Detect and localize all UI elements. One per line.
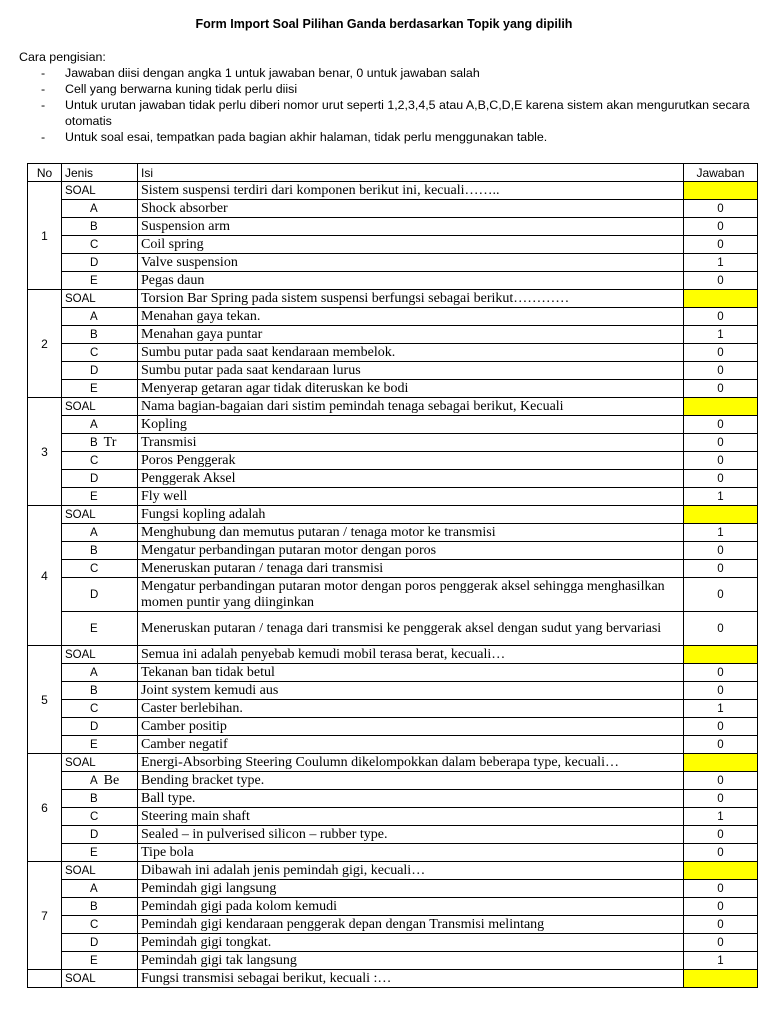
question-table-body — [28, 182, 758, 988]
option-label: A — [90, 882, 98, 895]
answer-value[interactable]: 1 — [684, 808, 758, 826]
soal-row — [28, 862, 758, 880]
option-label: C — [90, 346, 99, 359]
option-label: C — [90, 454, 99, 467]
answer-value[interactable]: 0 — [684, 612, 758, 646]
option-text[interactable]: Pemindah gigi langsung — [138, 880, 684, 898]
option-label: D — [90, 828, 99, 841]
answer-value[interactable]: 1 — [684, 952, 758, 970]
jenis-soal[interactable]: SOAL — [62, 182, 138, 200]
option-label-cell[interactable] — [62, 916, 138, 934]
option-label: A — [90, 774, 98, 787]
answer-value[interactable]: 0 — [684, 470, 758, 488]
option-label-cell[interactable] — [62, 524, 138, 542]
option-label: A — [90, 310, 98, 323]
jenis-soal[interactable]: SOAL — [62, 646, 138, 664]
option-label: C — [90, 238, 99, 251]
jenis-soal[interactable]: SOAL — [62, 754, 138, 772]
answer-value[interactable]: 0 — [684, 308, 758, 326]
option-label-cell[interactable] — [62, 488, 138, 506]
option-label-cell[interactable] — [62, 844, 138, 862]
option-label: C — [90, 562, 99, 575]
option-text[interactable]: Caster berlebihan. — [138, 700, 684, 718]
option-text[interactable]: Pegas daun — [138, 272, 684, 290]
option-row — [28, 772, 758, 790]
option-text[interactable]: Penggerak Aksel — [138, 470, 684, 488]
option-row — [28, 326, 758, 344]
instruction-item: - Cell yang berwarna kuning tidak perlu diisi — [41, 82, 298, 96]
jenis-soal[interactable]: SOAL — [62, 970, 138, 988]
option-row — [28, 452, 758, 470]
option-label-cell[interactable] — [62, 218, 138, 236]
option-label: D — [90, 472, 99, 485]
option-text[interactable]: Menahan gaya puntar — [138, 326, 684, 344]
option-label: B — [90, 900, 98, 913]
instructions-list — [19, 65, 754, 145]
option-row — [28, 344, 758, 362]
option-label: D — [90, 936, 99, 949]
option-label-cell[interactable] — [62, 308, 138, 326]
header-no: No — [28, 164, 62, 182]
option-text[interactable]: Sumbu putar pada saat kendaraan membelok. — [138, 344, 684, 362]
option-row — [28, 488, 758, 506]
option-text[interactable]: Valve suspension — [138, 254, 684, 272]
option-row — [28, 808, 758, 826]
answer-value[interactable]: 0 — [684, 560, 758, 578]
answer-value[interactable]: 1 — [684, 524, 758, 542]
option-text[interactable]: Mengatur perbandingan putaran motor dengan poros penggerak aksel sehingga menghasilkan momen puntir yang diinginkan — [138, 578, 684, 612]
option-text[interactable]: Camber negatif — [138, 736, 684, 754]
option-label: D — [90, 720, 99, 733]
option-label: B — [90, 328, 98, 341]
option-label-cell[interactable] — [62, 790, 138, 808]
option-row — [28, 898, 758, 916]
answer-value[interactable]: 1 — [684, 326, 758, 344]
option-label-cell[interactable] — [62, 772, 138, 790]
option-label-cell[interactable] — [62, 452, 138, 470]
option-row — [28, 664, 758, 682]
question-number[interactable]: 6 — [28, 754, 62, 862]
header-isi: Isi — [138, 164, 684, 182]
answer-cell-disabled — [684, 398, 758, 416]
option-text[interactable]: Meneruskan putaran / tenaga dari transmisi — [138, 560, 684, 578]
jenis-soal[interactable]: SOAL — [62, 506, 138, 524]
soal-row — [28, 970, 758, 988]
option-row — [28, 916, 758, 934]
option-row — [28, 578, 758, 612]
option-label-cell[interactable] — [62, 362, 138, 380]
option-text[interactable]: Camber positip — [138, 718, 684, 736]
option-text[interactable]: Pemindah gigi kendaraan penggerak depan dengan Transmisi melintang — [138, 916, 684, 934]
option-label: A — [90, 666, 98, 679]
question-text[interactable]: Semua ini adalah penyebab kemudi mobil terasa berat, kecuali… — [138, 646, 684, 664]
option-label-cell[interactable] — [62, 700, 138, 718]
soal-row — [28, 398, 758, 416]
overflow-text: Tr — [103, 434, 117, 450]
option-row — [28, 700, 758, 718]
option-row — [28, 524, 758, 542]
dash-bullet: - — [41, 82, 46, 96]
option-text[interactable]: Suspension arm — [138, 218, 684, 236]
option-label-cell[interactable] — [62, 934, 138, 952]
option-label: E — [90, 274, 98, 287]
answer-value[interactable]: 0 — [684, 916, 758, 934]
option-label-cell[interactable] — [62, 560, 138, 578]
instruction-item: - Untuk urutan jawaban tidak perlu diberi nomor urut seperti 1,2,3,4,5 atau A,B,C,D,E karena sistem akan mengurutkan secara otomatis — [41, 98, 750, 128]
option-row — [28, 272, 758, 290]
option-label: C — [90, 702, 99, 715]
option-text[interactable]: Kopling — [138, 416, 684, 434]
option-row — [28, 308, 758, 326]
question-text[interactable]: Nama bagian-bagaian dari sistim pemindah tenaga sebagai berikut, Kecuali — [138, 398, 684, 416]
question-text[interactable]: Fungsi transmisi sebagai berikut, kecuali :… — [138, 970, 684, 988]
answer-value[interactable]: 0 — [684, 434, 758, 452]
option-label: E — [90, 846, 98, 859]
option-text[interactable]: Fly well — [138, 488, 684, 506]
option-text[interactable]: Pemindah gigi tongkat. — [138, 934, 684, 952]
question-text[interactable]: Energi-Absorbing Steering Coulumn dikelompokkan dalam beberapa type, kecuali… — [138, 754, 684, 772]
overflow-text: Be — [103, 772, 120, 788]
option-text[interactable]: Menyerap getaran agar tidak diteruskan ke bodi — [138, 380, 684, 398]
instructions-heading: Cara pengisian: — [19, 50, 106, 64]
option-label-cell[interactable] — [62, 718, 138, 736]
option-text[interactable]: Bending bracket type. — [138, 772, 684, 790]
option-label: E — [90, 738, 98, 751]
option-text[interactable]: Transmisi — [138, 434, 684, 452]
option-label: E — [90, 490, 98, 503]
jenis-soal[interactable]: SOAL — [62, 398, 138, 416]
instruction-item: - Jawaban diisi dengan angka 1 untuk jawaban benar, 0 untuk jawaban salah — [41, 66, 480, 80]
option-row — [28, 542, 758, 560]
option-label-cell[interactable] — [62, 416, 138, 434]
option-label-cell[interactable] — [62, 326, 138, 344]
answer-value[interactable]: 0 — [684, 736, 758, 754]
option-label-cell[interactable] — [62, 236, 138, 254]
option-text[interactable]: Meneruskan putaran / tenaga dari transmisi ke penggerak aksel dengan sudut yang bervariasi — [138, 612, 684, 646]
soal-row — [28, 182, 758, 200]
question-number[interactable]: 7 — [28, 862, 62, 970]
option-row — [28, 790, 758, 808]
form-title: Form Import Soal Pilihan Ganda berdasarkan Topik yang dipilih — [195, 17, 573, 31]
option-text[interactable]: Tipe bola — [138, 844, 684, 862]
option-label: A — [90, 202, 98, 215]
answer-value[interactable]: 0 — [684, 542, 758, 560]
answer-value[interactable]: 0 — [684, 452, 758, 470]
option-row — [28, 934, 758, 952]
question-text[interactable]: Dibawah ini adalah jenis pemindah gigi, kecuali… — [138, 862, 684, 880]
option-row — [28, 218, 758, 236]
question-number[interactable]: 1 — [28, 182, 62, 290]
option-text[interactable]: Coil spring — [138, 236, 684, 254]
option-label: A — [90, 418, 98, 431]
answer-value[interactable]: 0 — [684, 790, 758, 808]
option-label-cell[interactable] — [62, 736, 138, 754]
answer-cell-disabled — [684, 182, 758, 200]
answer-value[interactable]: 0 — [684, 682, 758, 700]
answer-value[interactable]: 0 — [684, 200, 758, 218]
question-number[interactable] — [28, 970, 62, 988]
option-row — [28, 736, 758, 754]
option-text[interactable]: Sealed – in pulverised silicon – rubber type. — [138, 826, 684, 844]
answer-value[interactable]: 0 — [684, 880, 758, 898]
option-label-cell[interactable] — [62, 578, 138, 612]
option-row — [28, 362, 758, 380]
option-label: D — [90, 256, 99, 269]
answer-value[interactable]: 1 — [684, 488, 758, 506]
answer-value[interactable]: 0 — [684, 236, 758, 254]
answer-cell-disabled — [684, 754, 758, 772]
option-row — [28, 826, 758, 844]
option-label-cell[interactable] — [62, 542, 138, 560]
answer-value[interactable]: 0 — [684, 664, 758, 682]
option-row — [28, 200, 758, 218]
option-row — [28, 612, 758, 646]
option-text[interactable]: Tekanan ban tidak betul — [138, 664, 684, 682]
option-text[interactable]: Sumbu putar pada saat kendaraan lurus — [138, 362, 684, 380]
option-label-cell[interactable] — [62, 200, 138, 218]
option-text[interactable]: Poros Penggerak — [138, 452, 684, 470]
answer-cell-disabled — [684, 506, 758, 524]
answer-cell-disabled — [684, 862, 758, 880]
jenis-soal[interactable]: SOAL — [62, 290, 138, 308]
option-label: B — [90, 792, 98, 805]
option-label-cell[interactable] — [62, 254, 138, 272]
option-label: B — [90, 220, 98, 233]
option-label-cell[interactable] — [62, 880, 138, 898]
answer-value[interactable]: 0 — [684, 416, 758, 434]
option-label-cell[interactable] — [62, 272, 138, 290]
option-label-cell[interactable] — [62, 612, 138, 646]
option-label-cell[interactable] — [62, 808, 138, 826]
answer-value[interactable]: 0 — [684, 934, 758, 952]
instructions — [19, 49, 754, 145]
option-label-cell[interactable] — [62, 664, 138, 682]
answer-value[interactable]: 0 — [684, 218, 758, 236]
jenis-soal[interactable]: SOAL — [62, 862, 138, 880]
answer-cell-disabled — [684, 646, 758, 664]
answer-cell-disabled — [684, 290, 758, 308]
option-label-cell[interactable] — [62, 682, 138, 700]
option-row — [28, 380, 758, 398]
dash-bullet: - — [41, 66, 46, 80]
answer-value[interactable]: 0 — [684, 578, 758, 612]
soal-row — [28, 290, 758, 308]
answer-value[interactable]: 0 — [684, 844, 758, 862]
option-label: B — [90, 684, 98, 697]
option-text[interactable]: Steering main shaft — [138, 808, 684, 826]
answer-value[interactable]: 0 — [684, 826, 758, 844]
header-jawaban: Jawaban — [684, 164, 758, 182]
option-label: A — [90, 526, 98, 539]
question-number[interactable]: 4 — [28, 506, 62, 646]
option-label-cell[interactable] — [62, 470, 138, 488]
answer-cell-disabled — [684, 970, 758, 988]
option-label: E — [90, 622, 98, 635]
option-label: E — [90, 382, 98, 395]
option-row — [28, 560, 758, 578]
soal-row — [28, 506, 758, 524]
question-number[interactable]: 5 — [28, 646, 62, 754]
option-row — [28, 682, 758, 700]
soal-row — [28, 754, 758, 772]
dash-bullet: - — [41, 130, 46, 144]
option-row — [28, 236, 758, 254]
answer-value[interactable]: 0 — [684, 380, 758, 398]
answer-value[interactable]: 1 — [684, 700, 758, 718]
header-jenis: Jenis — [62, 164, 138, 182]
option-row — [28, 254, 758, 272]
option-text[interactable]: Joint system kemudi aus — [138, 682, 684, 700]
option-text[interactable]: Mengatur perbandingan putaran motor dengan poros — [138, 542, 684, 560]
option-row — [28, 952, 758, 970]
soal-row — [28, 646, 758, 664]
option-row — [28, 416, 758, 434]
question-number[interactable]: 3 — [28, 398, 62, 506]
answer-value[interactable]: 0 — [684, 772, 758, 790]
question-text[interactable]: Torsion Bar Spring pada sistem suspensi berfungsi sebagai berikut………… — [138, 290, 684, 308]
option-label: B — [90, 544, 98, 557]
option-row — [28, 434, 758, 452]
option-label: D — [90, 588, 99, 601]
option-text[interactable]: Menahan gaya tekan. — [138, 308, 684, 326]
answer-value[interactable]: 0 — [684, 718, 758, 736]
option-label: C — [90, 918, 99, 931]
option-label-cell[interactable] — [62, 952, 138, 970]
option-label: E — [90, 954, 98, 967]
instruction-item: - Untuk soal esai, tempatkan pada bagian akhir halaman, tidak perlu menggunakan table. — [41, 130, 548, 144]
option-text[interactable]: Shock absorber — [138, 200, 684, 218]
question-text[interactable]: Fungsi kopling adalah — [138, 506, 684, 524]
option-label: C — [90, 810, 99, 823]
option-text[interactable]: Pemindah gigi pada kolom kemudi — [138, 898, 684, 916]
option-row — [28, 470, 758, 488]
option-label-cell[interactable] — [62, 380, 138, 398]
option-label-cell[interactable] — [62, 898, 138, 916]
answer-value[interactable]: 0 — [684, 272, 758, 290]
option-label: D — [90, 364, 99, 377]
option-label: B — [90, 436, 98, 449]
dash-bullet: - — [41, 98, 46, 112]
question-table — [27, 163, 758, 988]
answer-value[interactable]: 0 — [684, 898, 758, 916]
option-label-cell[interactable] — [62, 344, 138, 362]
answer-value[interactable]: 1 — [684, 254, 758, 272]
answer-value[interactable]: 0 — [684, 344, 758, 362]
option-text[interactable]: Pemindah gigi tak langsung — [138, 952, 684, 970]
question-number[interactable]: 2 — [28, 290, 62, 398]
answer-value[interactable]: 0 — [684, 362, 758, 380]
option-row — [28, 844, 758, 862]
question-text[interactable]: Sistem suspensi terdiri dari komponen berikut ini, kecuali…….. — [138, 182, 684, 200]
option-text[interactable]: Ball type. — [138, 790, 684, 808]
option-label-cell[interactable] — [62, 826, 138, 844]
option-label-cell[interactable] — [62, 434, 138, 452]
option-text[interactable]: Menghubung dan memutus putaran / tenaga motor ke transmisi — [138, 524, 684, 542]
option-row — [28, 880, 758, 898]
option-row — [28, 718, 758, 736]
